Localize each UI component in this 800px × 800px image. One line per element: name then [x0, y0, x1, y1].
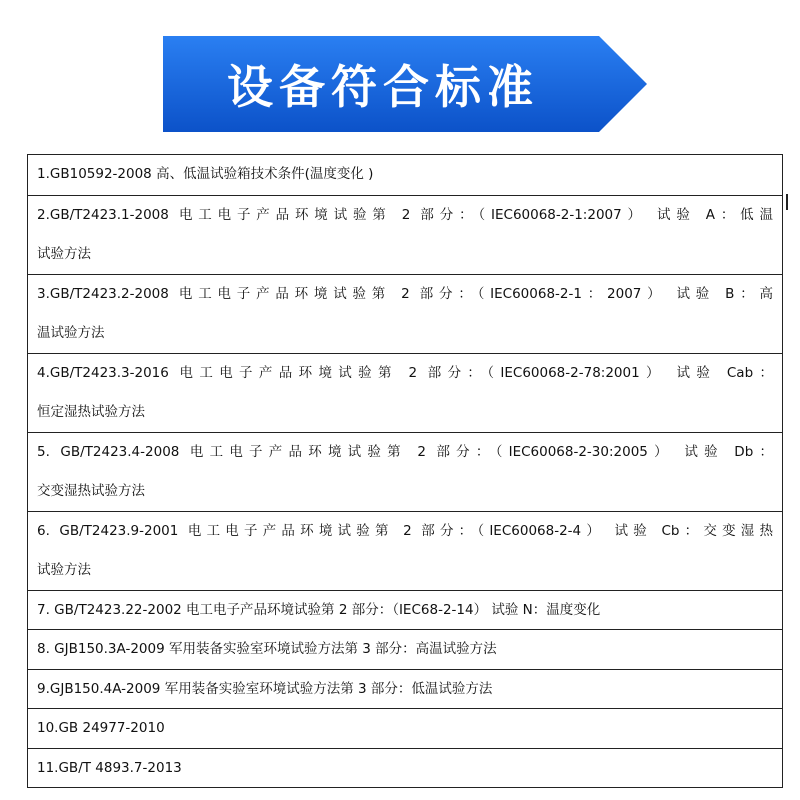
standard-text-line: 交变湿热试验方法 [37, 483, 145, 499]
standard-text-line: 6. GB/T2423.9-2001 电工电子产品环境试验第 2 部分：（IEC60068-2-4） 试验 Cb：交变湿热 [37, 522, 773, 539]
standard-text-line: 11.GB/T 4893.7-2013 [37, 759, 182, 776]
standard-text-line: 9.GJB150.4A-2009 军用装备实验室环境试验方法第 3 部分：低温试验方法 [37, 680, 493, 697]
text-cursor [786, 194, 788, 210]
standard-text-line: 温试验方法 [37, 325, 105, 341]
standard-text-line: 2.GB/T2423.1-2008 电工电子产品环境试验第 2 部分：（IEC60068-2-1:2007） 试验 A：低温 [37, 206, 773, 223]
standard-row [28, 274, 782, 353]
standard-row [28, 590, 782, 630]
standard-text-line: 7. GB/T2423.22-2002 电工电子产品环境试验第 2 部分：（IEC68-2-14） 试验 N：温度变化 [37, 601, 601, 618]
standard-row [28, 708, 782, 748]
title-banner [163, 36, 647, 132]
standard-row [28, 353, 782, 432]
standard-row [28, 432, 782, 511]
standard-row [28, 195, 782, 274]
standard-text-line: 10.GB 24977-2010 [37, 720, 165, 736]
standard-row [28, 629, 782, 669]
standard-text-line: 4.GB/T2423.3-2016 电工电子产品环境试验第 2 部分：（IEC60068-2-78:2001） 试验 Cab： [37, 364, 773, 381]
standard-row [28, 748, 782, 788]
standard-row [28, 155, 782, 195]
standard-text-line: 1.GB10592-2008 高、低温试验箱技术条件(温度变化 ) [37, 166, 374, 182]
standard-row [28, 669, 782, 709]
standard-row [28, 511, 782, 590]
standard-text-line: 8. GJB150.3A-2009 军用装备实验室环境试验方法第 3 部分：高温试验方法 [37, 641, 497, 657]
standard-text-line: 恒定湿热试验方法 [37, 404, 145, 420]
standard-text-line: 试验方法 [37, 246, 91, 262]
page-title: 设备符合标准 [227, 60, 539, 114]
standard-text-line: 3.GB/T2423.2-2008 电工电子产品环境试验第 2 部分：（IEC60068-2-1：2007） 试验 B：高 [37, 285, 773, 302]
standards-table [27, 154, 783, 788]
standard-text-line: 5. GB/T2423.4-2008 电工电子产品环境试验第 2 部分：（IEC60068-2-30:2005） 试验 Db： [37, 443, 773, 460]
standard-text-line: 试验方法 [37, 562, 91, 578]
